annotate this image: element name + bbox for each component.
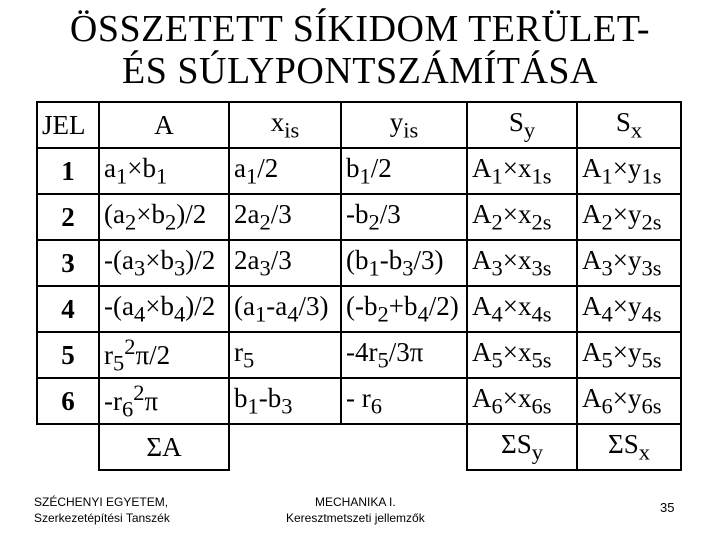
xis-cell: $2a_2/3$	[229, 194, 341, 240]
row-number: 2	[37, 194, 99, 240]
header-xis: $x_{is}$	[229, 102, 341, 148]
row-number: 3	[37, 240, 99, 286]
yis-cell: $-4r_5/3\pi$	[341, 332, 467, 378]
footer-topic: Keresztmetszeti jellemzők	[286, 511, 425, 525]
yis-cell: $(b_1-b_3/3)$	[341, 240, 467, 286]
sy-cell: $A_4\times x_{4s}$	[467, 286, 577, 332]
sy-cell: $A_1\times x_{1s}$	[467, 148, 577, 194]
sy-cell: $A_3\times x_{3s}$	[467, 240, 577, 286]
xis-cell: $a_1/2$	[229, 148, 341, 194]
area-cell: $a_1\times b_1$	[99, 148, 229, 194]
area-cell: $-(a_4\times b_4)/2$	[99, 286, 229, 332]
row-number: 6	[37, 378, 99, 424]
sum-sx: $\Sigma S_x$	[577, 424, 681, 470]
sum-row	[37, 424, 681, 470]
header-jel: JEL	[37, 102, 99, 148]
footer-department: Szerkezetépítési Tanszék	[34, 511, 170, 525]
sum-gap	[37, 424, 99, 470]
yis-cell: - $r_6$	[341, 378, 467, 424]
title-line-1: ÖSSZETETT SÍKIDOM TERÜLET-	[69, 8, 651, 50]
xis-cell: $r_5$	[229, 332, 341, 378]
sum-sy: $\Sigma S_y$	[467, 424, 577, 470]
table-row	[37, 148, 681, 194]
header-row	[37, 102, 681, 148]
table-row	[37, 240, 681, 286]
header-area: A	[99, 102, 229, 148]
footer-university: SZÉCHENYI EGYETEM,	[34, 495, 169, 509]
table-row	[37, 194, 681, 240]
footer-course	[286, 494, 425, 526]
page-number: 35	[660, 500, 675, 515]
sx-cell: $A_3\times y_{3s}$	[577, 240, 681, 286]
sx-cell: $A_1\times y_{1s}$	[577, 148, 681, 194]
calculation-table	[36, 101, 682, 471]
sx-cell: $A_2\times y_{2s}$	[577, 194, 681, 240]
sx-cell: $A_5\times y_{5s}$	[577, 332, 681, 378]
title-line-2: ÉS SÚLYPONTSZÁMÍTÁSA	[122, 50, 598, 92]
yis-cell: $b_1/2$	[341, 148, 467, 194]
area-cell: $-r_6^2\pi$	[99, 378, 229, 424]
sx-cell: $A_6\times y_{6s}$	[577, 378, 681, 424]
table-row	[37, 378, 681, 424]
area-cell: $r_5^2\pi/2$	[99, 332, 229, 378]
table-row	[37, 286, 681, 332]
yis-cell: $(-b_2+b_4/2)$	[341, 286, 467, 332]
row-number: 4	[37, 286, 99, 332]
area-cell: $-(a_3\times b_3)/2$	[99, 240, 229, 286]
yis-cell: $-b_2/3$	[341, 194, 467, 240]
header-sx: $S_x$	[577, 102, 681, 148]
row-number: 5	[37, 332, 99, 378]
sy-cell: $A_2\times x_{2s}$	[467, 194, 577, 240]
sum-area: ΣA	[99, 424, 229, 470]
header-yis: $y_{is}$	[341, 102, 467, 148]
header-sy: $S_y$	[467, 102, 577, 148]
sy-cell: $A_6\times x_{6s}$	[467, 378, 577, 424]
xis-cell: $b_1-b_3$	[229, 378, 341, 424]
row-number: 1	[37, 148, 99, 194]
footer-institution	[34, 494, 170, 526]
xis-cell: $2a_3/3$	[229, 240, 341, 286]
slide-title	[0, 8, 720, 92]
sy-cell: $A_5\times x_{5s}$	[467, 332, 577, 378]
sx-cell: $A_4\times y_{4s}$	[577, 286, 681, 332]
table-row	[37, 332, 681, 378]
footer-course-name: MECHANIKA I.	[315, 495, 396, 509]
area-cell: $(a_2\times b_2)/2$	[99, 194, 229, 240]
sum-gap-mid	[229, 424, 467, 470]
xis-cell: $(a_1-a_4/3)$	[229, 286, 341, 332]
